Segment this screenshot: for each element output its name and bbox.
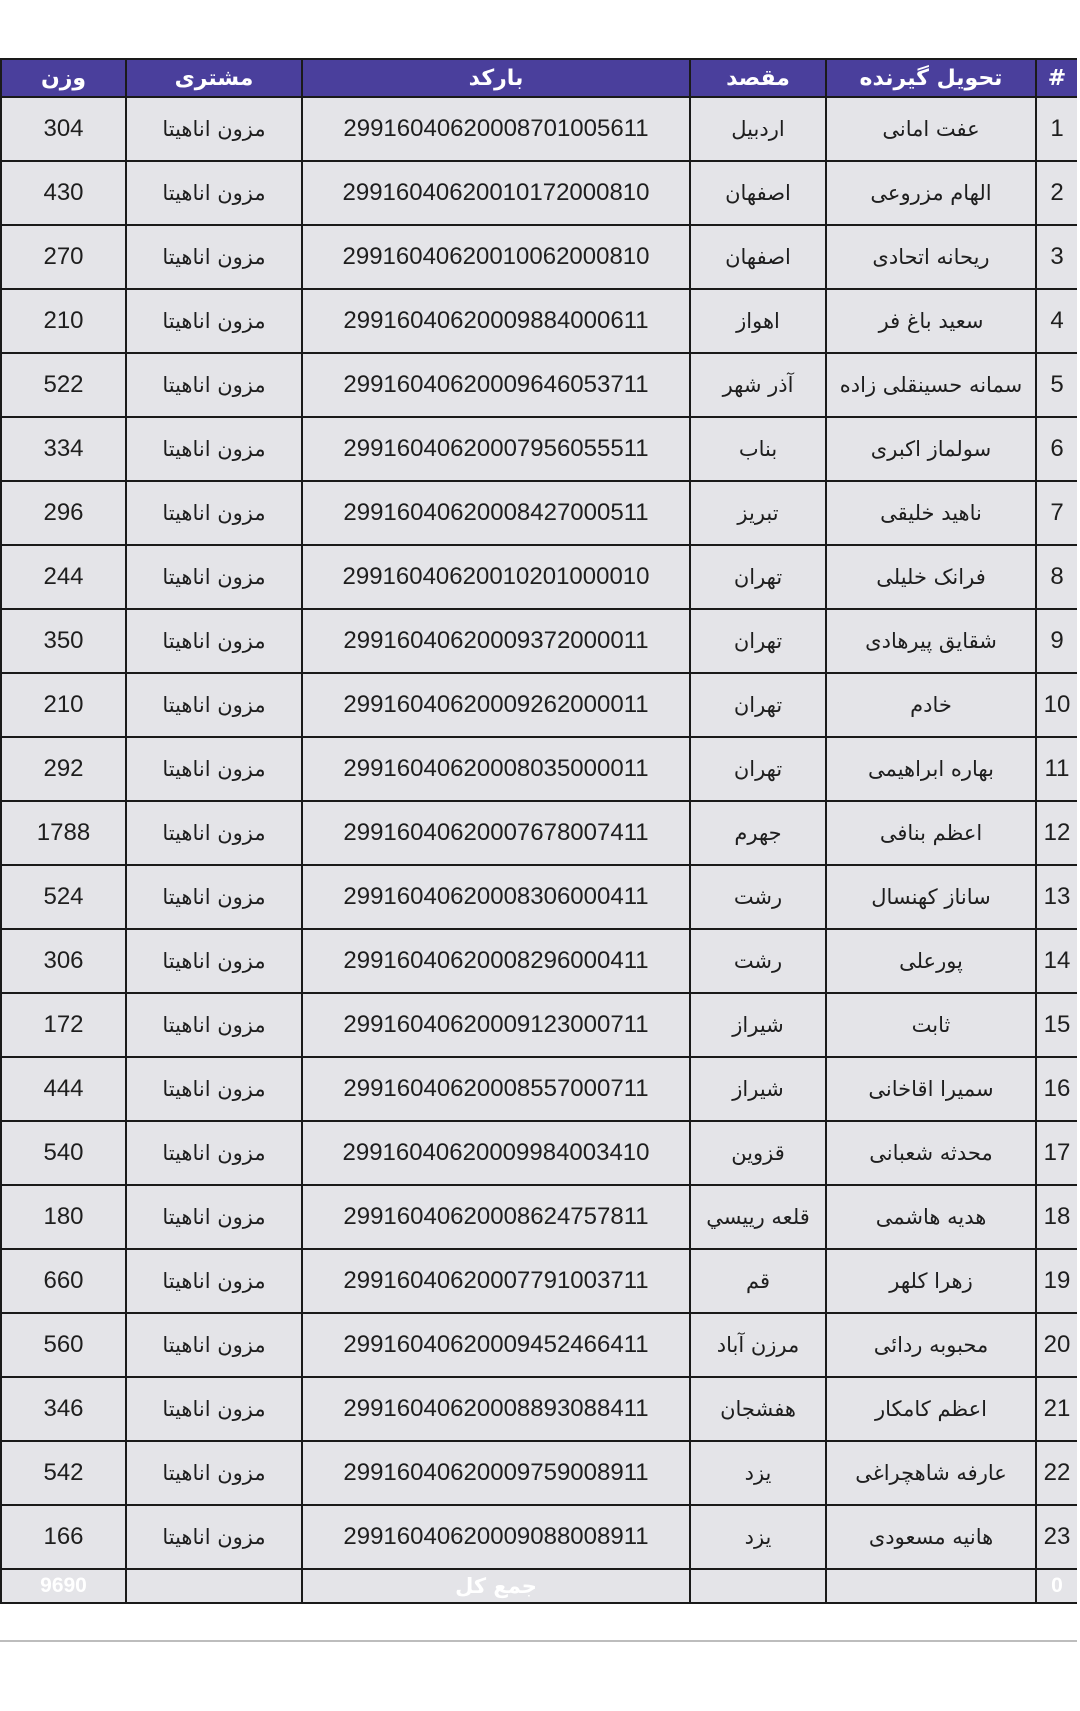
barcode-cell: 29916040620010172000810 <box>302 161 690 225</box>
barcode-cell: 29916040620008624757811 <box>302 1185 690 1249</box>
table-row <box>1 1313 1077 1377</box>
destination-cell: قزوین <box>690 1121 826 1185</box>
barcode-cell: 29916040620009452466411 <box>302 1313 690 1377</box>
table-row <box>1 673 1077 737</box>
customer-cell: مزون اناهیتا <box>126 1057 302 1121</box>
recipient-cell: ریحانه اتحادی <box>826 225 1036 289</box>
table-row <box>1 289 1077 353</box>
customer-cell: مزون اناهیتا <box>126 289 302 353</box>
customer-cell: مزون اناهیتا <box>126 993 302 1057</box>
table-row <box>1 1441 1077 1505</box>
customer-cell: مزون اناهیتا <box>126 417 302 481</box>
recipient-cell: خادم <box>826 673 1036 737</box>
column-header-customer: مشتری <box>126 59 302 97</box>
barcode-cell: 29916040620008557000711 <box>302 1057 690 1121</box>
destination-cell: بناب <box>690 417 826 481</box>
barcode-cell: 29916040620009984003410 <box>302 1121 690 1185</box>
destination-cell: رشت <box>690 865 826 929</box>
recipient-cell: عارفه شاهچراغی <box>826 1441 1036 1505</box>
recipient-cell: الهام مزروعی <box>826 161 1036 225</box>
index-cell: 3 <box>1036 225 1077 289</box>
index-cell: 23 <box>1036 1505 1077 1569</box>
table-row <box>1 1121 1077 1185</box>
table-row <box>1 225 1077 289</box>
destination-cell: آذر شهر <box>690 353 826 417</box>
destination-cell: شیراز <box>690 993 826 1057</box>
weight-cell: 524 <box>1 865 126 929</box>
barcode-cell: 29916040620008701005611 <box>302 97 690 161</box>
destination-cell: یزد <box>690 1441 826 1505</box>
index-cell: 1 <box>1036 97 1077 161</box>
recipient-cell: محدثه شعبانی <box>826 1121 1036 1185</box>
destination-cell: قلعه رییسي <box>690 1185 826 1249</box>
table-row <box>1 993 1077 1057</box>
table-row <box>1 929 1077 993</box>
customer-cell: مزون اناهیتا <box>126 1377 302 1441</box>
table-row <box>1 481 1077 545</box>
recipient-cell: سعید باغ فر <box>826 289 1036 353</box>
weight-cell: 306 <box>1 929 126 993</box>
index-cell: 5 <box>1036 353 1077 417</box>
total-empty-cell <box>826 1569 1036 1603</box>
table-row <box>1 353 1077 417</box>
table-row <box>1 97 1077 161</box>
weight-cell: 1788 <box>1 801 126 865</box>
weight-cell: 210 <box>1 289 126 353</box>
index-cell: 22 <box>1036 1441 1077 1505</box>
recipient-cell: ناهید خلیقی <box>826 481 1036 545</box>
customer-cell: مزون اناهیتا <box>126 1313 302 1377</box>
weight-cell: 166 <box>1 1505 126 1569</box>
recipient-cell: سولماز اکبری <box>826 417 1036 481</box>
weight-cell: 444 <box>1 1057 126 1121</box>
total-empty-cell <box>690 1569 826 1603</box>
total-label-cell: جمع کل <box>302 1569 690 1603</box>
weight-cell: 540 <box>1 1121 126 1185</box>
weight-cell: 210 <box>1 673 126 737</box>
table-row <box>1 737 1077 801</box>
customer-cell: مزون اناهیتا <box>126 929 302 993</box>
weight-cell: 542 <box>1 1441 126 1505</box>
index-cell: 12 <box>1036 801 1077 865</box>
index-cell: 8 <box>1036 545 1077 609</box>
customer-cell: مزون اناهیتا <box>126 737 302 801</box>
barcode-cell: 29916040620010062000810 <box>302 225 690 289</box>
barcode-cell: 29916040620008427000511 <box>302 481 690 545</box>
customer-cell: مزون اناهیتا <box>126 1505 302 1569</box>
customer-cell: مزون اناهیتا <box>126 225 302 289</box>
table-row <box>1 1249 1077 1313</box>
index-cell: 6 <box>1036 417 1077 481</box>
table-row <box>1 609 1077 673</box>
table-row <box>1 801 1077 865</box>
recipient-cell: اعظم بنافی <box>826 801 1036 865</box>
destination-cell: هفشجان <box>690 1377 826 1441</box>
table-total-row <box>1 1569 1077 1603</box>
customer-cell: مزون اناهیتا <box>126 97 302 161</box>
barcode-cell: 29916040620009088008911 <box>302 1505 690 1569</box>
barcode-cell: 29916040620010201000010 <box>302 545 690 609</box>
column-header-destination: مقصد <box>690 59 826 97</box>
customer-cell: مزون اناهیتا <box>126 1121 302 1185</box>
recipient-cell: فرانک خلیلی <box>826 545 1036 609</box>
destination-cell: اهواز <box>690 289 826 353</box>
index-cell: 10 <box>1036 673 1077 737</box>
barcode-cell: 29916040620008035000011 <box>302 737 690 801</box>
weight-cell: 244 <box>1 545 126 609</box>
index-cell: 9 <box>1036 609 1077 673</box>
index-cell: 2 <box>1036 161 1077 225</box>
customer-cell: مزون اناهیتا <box>126 353 302 417</box>
destination-cell: تبریز <box>690 481 826 545</box>
index-cell: 17 <box>1036 1121 1077 1185</box>
customer-cell: مزون اناهیتا <box>126 1185 302 1249</box>
customer-cell: مزون اناهیتا <box>126 481 302 545</box>
customer-cell: مزون اناهیتا <box>126 865 302 929</box>
customer-cell: مزون اناهیتا <box>126 545 302 609</box>
weight-cell: 292 <box>1 737 126 801</box>
recipient-cell: سمیرا اقاخانی <box>826 1057 1036 1121</box>
index-cell: 14 <box>1036 929 1077 993</box>
customer-cell: مزون اناهیتا <box>126 609 302 673</box>
destination-cell: اردبیل <box>690 97 826 161</box>
sheet-bottom-line <box>0 1640 1077 1642</box>
destination-cell: اصفهان <box>690 161 826 225</box>
barcode-cell: 29916040620008296000411 <box>302 929 690 993</box>
table-header-row <box>1 59 1077 97</box>
total-empty-cell <box>126 1569 302 1603</box>
destination-cell: اصفهان <box>690 225 826 289</box>
customer-cell: مزون اناهیتا <box>126 673 302 737</box>
index-cell: 20 <box>1036 1313 1077 1377</box>
total-weight-cell: 9690 <box>1 1569 126 1603</box>
table-row <box>1 1057 1077 1121</box>
barcode-cell: 29916040620009123000711 <box>302 993 690 1057</box>
recipient-cell: ثابت <box>826 993 1036 1057</box>
table-row <box>1 545 1077 609</box>
index-cell: 4 <box>1036 289 1077 353</box>
recipient-cell: سمانه حسینقلی زاده <box>826 353 1036 417</box>
weight-cell: 430 <box>1 161 126 225</box>
barcode-cell: 29916040620009262000011 <box>302 673 690 737</box>
customer-cell: مزون اناهیتا <box>126 1441 302 1505</box>
barcode-cell: 29916040620008893088411 <box>302 1377 690 1441</box>
destination-cell: رشت <box>690 929 826 993</box>
destination-cell: تهران <box>690 673 826 737</box>
table-body <box>1 97 1077 1569</box>
customer-cell: مزون اناهیتا <box>126 801 302 865</box>
weight-cell: 522 <box>1 353 126 417</box>
destination-cell: تهران <box>690 609 826 673</box>
column-header-barcode: بارکد <box>302 59 690 97</box>
column-header-weight: وزن <box>1 59 126 97</box>
recipient-cell: بهاره ابراهیمی <box>826 737 1036 801</box>
index-cell: 16 <box>1036 1057 1077 1121</box>
barcode-cell: 29916040620007791003711 <box>302 1249 690 1313</box>
weight-cell: 350 <box>1 609 126 673</box>
recipient-cell: هدیه هاشمی <box>826 1185 1036 1249</box>
weight-cell: 172 <box>1 993 126 1057</box>
customer-cell: مزون اناهیتا <box>126 161 302 225</box>
destination-cell: جهرم <box>690 801 826 865</box>
destination-cell: شیراز <box>690 1057 826 1121</box>
destination-cell: تهران <box>690 737 826 801</box>
recipient-cell: پورعلی <box>826 929 1036 993</box>
index-cell: 13 <box>1036 865 1077 929</box>
customer-cell: مزون اناهیتا <box>126 1249 302 1313</box>
column-header-recipient: تحویل گیرنده <box>826 59 1036 97</box>
destination-cell: تهران <box>690 545 826 609</box>
index-cell: 11 <box>1036 737 1077 801</box>
destination-cell: مرزن آباد <box>690 1313 826 1377</box>
weight-cell: 304 <box>1 97 126 161</box>
table-row <box>1 1377 1077 1441</box>
destination-cell: یزد <box>690 1505 826 1569</box>
index-cell: 19 <box>1036 1249 1077 1313</box>
weight-cell: 296 <box>1 481 126 545</box>
column-header-index: # <box>1036 59 1077 97</box>
weight-cell: 180 <box>1 1185 126 1249</box>
recipient-cell: هانیه مسعودی <box>826 1505 1036 1569</box>
recipient-cell: عفت امانی <box>826 97 1036 161</box>
barcode-cell: 29916040620009884000611 <box>302 289 690 353</box>
table-row <box>1 865 1077 929</box>
shipment-sheet <box>0 58 1077 1640</box>
recipient-cell: محبوبه ردائی <box>826 1313 1036 1377</box>
index-cell: 15 <box>1036 993 1077 1057</box>
weight-cell: 334 <box>1 417 126 481</box>
index-cell: 21 <box>1036 1377 1077 1441</box>
table-row <box>1 1505 1077 1569</box>
recipient-cell: اعظم کامکار <box>826 1377 1036 1441</box>
recipient-cell: زهرا کلهر <box>826 1249 1036 1313</box>
weight-cell: 270 <box>1 225 126 289</box>
index-cell: 18 <box>1036 1185 1077 1249</box>
barcode-cell: 29916040620007956055511 <box>302 417 690 481</box>
barcode-cell: 29916040620009759008911 <box>302 1441 690 1505</box>
barcode-cell: 29916040620009646053711 <box>302 353 690 417</box>
weight-cell: 660 <box>1 1249 126 1313</box>
table-row <box>1 1185 1077 1249</box>
weight-cell: 346 <box>1 1377 126 1441</box>
weight-cell: 560 <box>1 1313 126 1377</box>
index-cell: 7 <box>1036 481 1077 545</box>
recipient-cell: ساناز کهنسال <box>826 865 1036 929</box>
barcode-cell: 29916040620007678007411 <box>302 801 690 865</box>
barcode-cell: 29916040620009372000011 <box>302 609 690 673</box>
destination-cell: قم <box>690 1249 826 1313</box>
table-row <box>1 417 1077 481</box>
shipment-table <box>0 58 1077 1604</box>
total-index-cell: 0 <box>1036 1569 1077 1603</box>
table-row <box>1 161 1077 225</box>
recipient-cell: شقایق پیرهادی <box>826 609 1036 673</box>
barcode-cell: 29916040620008306000411 <box>302 865 690 929</box>
